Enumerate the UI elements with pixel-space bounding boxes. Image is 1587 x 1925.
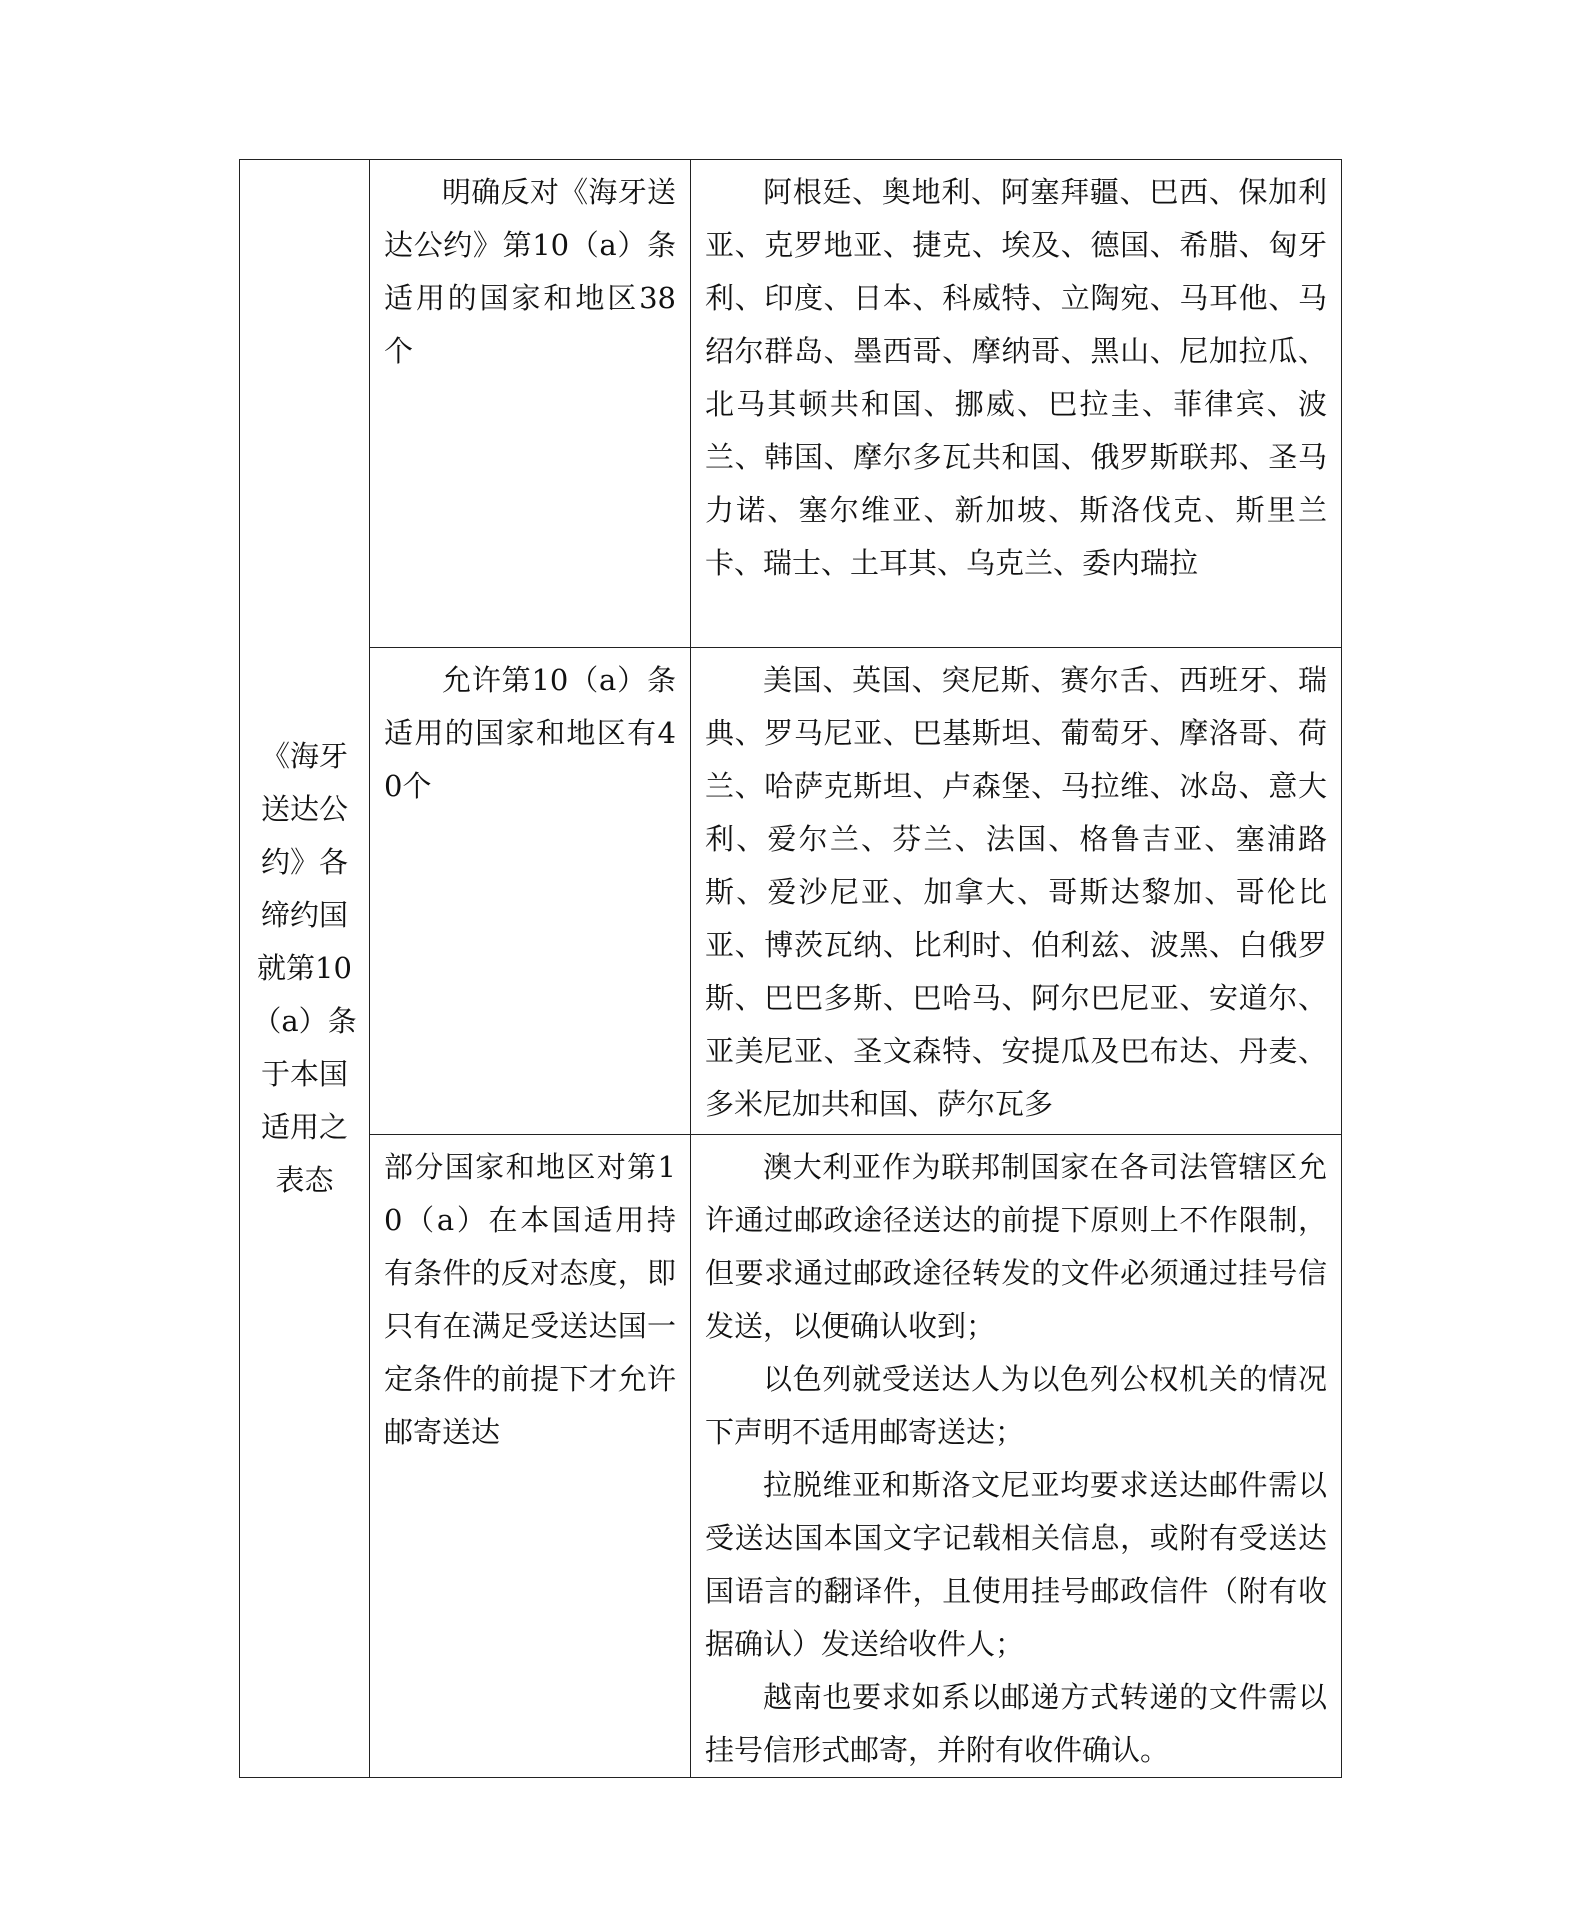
category-label: 《海牙送达公约》各缔约国就第10（a）条于本国适用之表态 xyxy=(252,739,357,1197)
convention-table xyxy=(239,159,1342,1778)
row-label-cell xyxy=(370,1135,691,1778)
row-label-cell xyxy=(370,160,691,648)
row-label-opposed: 明确反对《海牙送达公约》第10（a）条适用的国家和地区38个 xyxy=(384,175,676,368)
category-cell xyxy=(240,160,370,1778)
row-label-cell xyxy=(370,648,691,1135)
row-content-cell xyxy=(691,160,1342,648)
row-label-conditional: 部分国家和地区对第10（a）在本国适用持有条件的反对态度，即只有在满足受送达国一定条件的前提下才允许邮寄送达 xyxy=(384,1150,676,1449)
allowed-countries-list: 美国、英国、突尼斯、赛尔舌、西班牙、瑞典、罗马尼亚、巴基斯坦、葡萄牙、摩洛哥、荷兰、哈萨克斯坦、卢森堡、马拉维、冰岛、意大利、爱尔兰、芬兰、法国、格鲁吉亚、塞浦路斯、爱沙尼亚、加拿大、哥斯达黎加、哥伦比亚、博茨瓦纳、比利时、伯利兹、波黑、白俄罗斯、巴巴多斯、巴哈马、阿尔巴尼亚、安道尔、亚美尼亚、圣文森特、安提瓜及巴布达、丹麦、多米尼加共和国、萨尔瓦多 xyxy=(705,663,1327,1121)
table-row xyxy=(240,648,1342,1135)
conditional-paragraph-latvia-slovenia: 拉脱维亚和斯洛文尼亚均要求送达邮件需以受送达国本国文字记载相关信息，或附有受送达国语言的翻译件，且使用挂号邮政信件（附有收据确认）发送给收件人； xyxy=(705,1468,1327,1661)
row-content-cell xyxy=(691,648,1342,1135)
table-row xyxy=(240,1135,1342,1778)
conditional-paragraph-australia: 澳大利亚作为联邦制国家在各司法管辖区允许通过邮政途径送达的前提下原则上不作限制，但要求通过邮政途径转发的文件必须通过挂号信发送，以便确认收到； xyxy=(705,1150,1327,1343)
opposed-countries-list: 阿根廷、奥地利、阿塞拜疆、巴西、保加利亚、克罗地亚、捷克、埃及、德国、希腊、匈牙利、印度、日本、科威特、立陶宛、马耳他、马绍尔群岛、墨西哥、摩纳哥、黑山、尼加拉瓜、北马其顿共和国、挪威、巴拉圭、菲律宾、波兰、韩国、摩尔多瓦共和国、俄罗斯联邦、圣马力诺、塞尔维亚、新加坡、斯洛伐克、斯里兰卡、瑞士、土耳其、乌克兰、委内瑞拉 xyxy=(705,175,1327,580)
row-content-cell xyxy=(691,1135,1342,1778)
conditional-paragraph-vietnam: 越南也要求如系以邮递方式转递的文件需以挂号信形式邮寄，并附有收件确认。 xyxy=(705,1680,1327,1767)
row-label-allowed: 允许第10（a）条适用的国家和地区有40个 xyxy=(384,663,676,803)
conditional-paragraph-israel: 以色列就受送达人为以色列公权机关的情况下声明不适用邮寄送达； xyxy=(705,1362,1327,1449)
table-row xyxy=(240,160,1342,648)
